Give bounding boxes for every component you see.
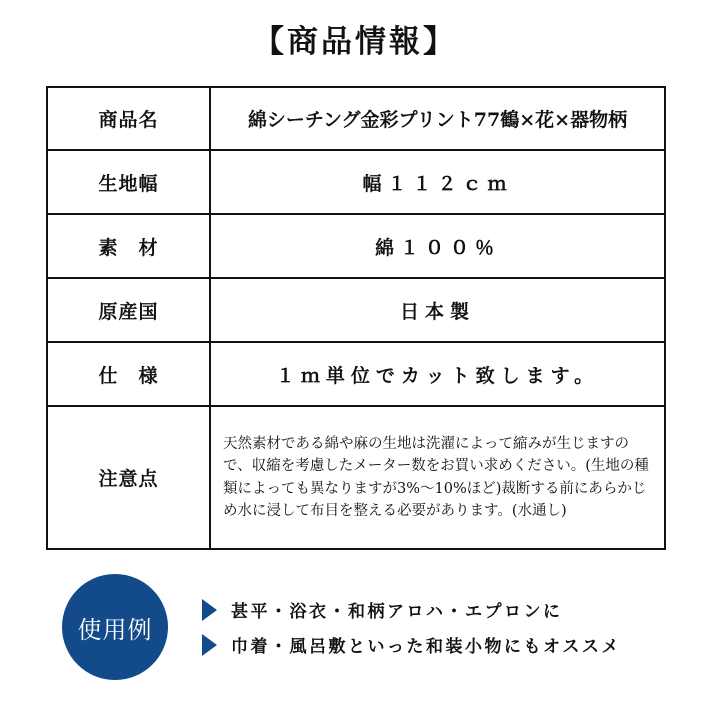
usage-item-text: 甚平・浴衣・和柄アロハ・エプロンに bbox=[231, 602, 563, 622]
row-value bbox=[211, 407, 664, 548]
table-row-material bbox=[48, 215, 664, 279]
row-label: 注意点 bbox=[48, 407, 211, 548]
caution-text: 天然素材である綿や麻の生地は洗濯によって縮みが生じますので、収縮を考慮したメーター数をお買い求めください。(生地の種類によっても異なりますが3%〜10%ほど)裁断する前にあらかじめ水に浸して布目を整える必要があります。(水通し) bbox=[223, 435, 649, 519]
usage-badge-label: 使用例 bbox=[77, 615, 153, 644]
triangle-bullet-icon bbox=[202, 599, 217, 621]
triangle-bullet-icon bbox=[202, 634, 217, 656]
row-label: 素 材 bbox=[48, 215, 211, 277]
page-title: 【商品情報】 bbox=[253, 24, 457, 60]
row-value: 幅１１２ｃｍ bbox=[362, 172, 513, 195]
row-value: 綿１００％ bbox=[374, 236, 500, 259]
usage-badge bbox=[62, 574, 168, 680]
table-row-caution bbox=[48, 407, 664, 548]
table-row-product-name bbox=[48, 88, 664, 151]
product-info-table bbox=[46, 86, 666, 550]
table-row-origin bbox=[48, 279, 664, 343]
row-label: 生地幅 bbox=[48, 151, 211, 213]
usage-item-text: 巾着・風呂敷といった和装小物にもオススメ bbox=[231, 637, 621, 657]
row-label: 商品名 bbox=[48, 88, 211, 149]
usage-item bbox=[202, 627, 621, 662]
usage-list bbox=[202, 592, 621, 662]
table-row-fabric-width bbox=[48, 151, 664, 215]
usage-item bbox=[202, 592, 621, 627]
row-value: 綿シーチング金彩プリント77鶴×花×器物柄 bbox=[247, 109, 628, 131]
row-value: １ｍ単位でカット致します。 bbox=[275, 364, 600, 387]
row-label: 仕 様 bbox=[48, 343, 211, 405]
row-label: 原産国 bbox=[48, 279, 211, 341]
row-value: 日本製 bbox=[399, 300, 475, 323]
table-row-spec bbox=[48, 343, 664, 407]
